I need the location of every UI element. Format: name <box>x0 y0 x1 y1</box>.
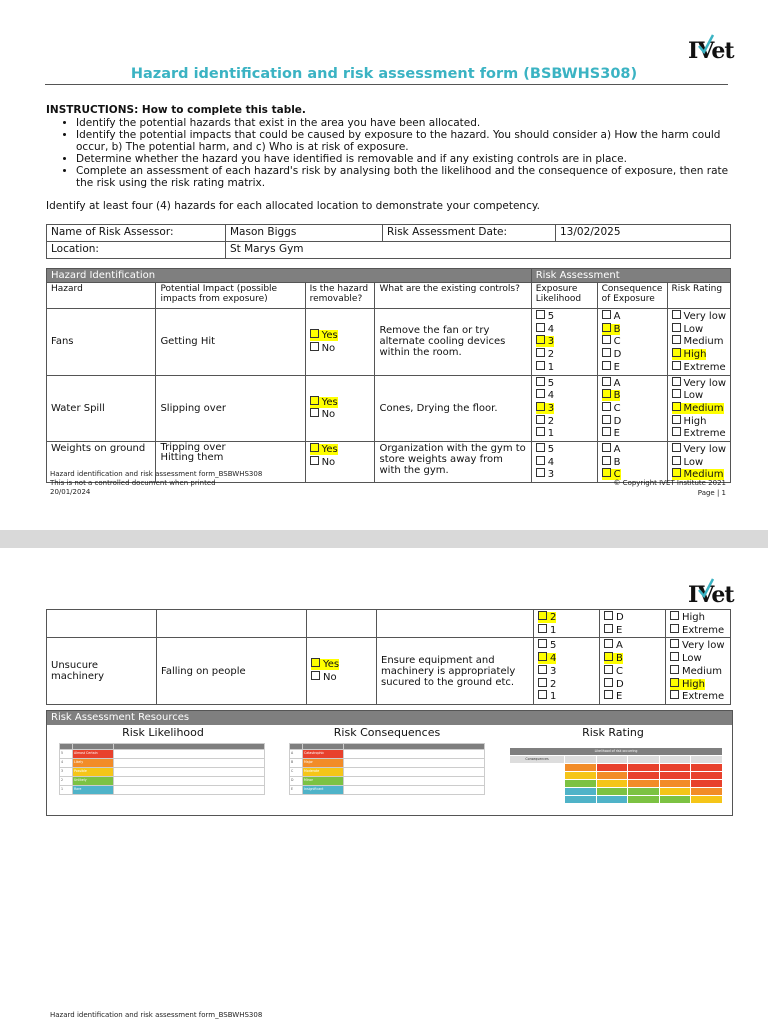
consequence-option[interactable]: A <box>604 639 661 652</box>
page-2 <box>0 548 768 1024</box>
likelihood-option[interactable]: 4 <box>536 323 593 336</box>
consequence-desc: Catastrophic <box>303 750 344 759</box>
group-risk-assessment: Risk Assessment <box>531 269 730 283</box>
removable-yes-checkbox[interactable]: Yes <box>311 658 372 671</box>
likelihood-desc: Rare <box>73 786 114 795</box>
likelihood-desc: Almost Certain <box>73 750 114 759</box>
hazard-cell[interactable]: Fans <box>47 309 156 376</box>
consequence-option[interactable]: E <box>602 361 663 374</box>
rating-option[interactable]: Extreme <box>670 624 726 637</box>
rating-option[interactable]: Very low <box>670 639 726 652</box>
location-field[interactable]: St Marys Gym <box>226 242 731 259</box>
likelihood-desc: Unlikely <box>73 777 114 786</box>
consequence-cell <box>600 610 666 638</box>
table-row <box>47 638 731 705</box>
consequence-option[interactable]: D <box>602 415 663 428</box>
col-consequence: Consequence of Exposure <box>597 283 667 309</box>
col-rating: Risk Rating <box>667 283 731 309</box>
consequence-option[interactable]: B <box>602 456 663 469</box>
likelihood-desc: Likely <box>73 759 114 768</box>
consequence-option[interactable]: C <box>602 402 663 415</box>
rating-option[interactable]: High <box>672 415 727 428</box>
risk-rating-matrix <box>509 747 723 804</box>
impact-cell[interactable] <box>157 610 307 638</box>
removable-no-checkbox[interactable]: No <box>310 408 371 421</box>
footer-form-name: Hazard identification and risk assessment form_BSBWHS308 <box>50 1011 263 1019</box>
page-footer <box>50 1011 262 1020</box>
consequence-level: E <box>290 786 303 795</box>
rating-option[interactable]: Low <box>672 389 727 402</box>
likelihood-option[interactable]: 3 <box>538 665 595 678</box>
rating-option[interactable]: Medium <box>672 335 727 348</box>
consequence-level: D <box>290 777 303 786</box>
consequence-option[interactable]: E <box>604 690 661 703</box>
hazard-cell[interactable]: Weights on ground <box>47 442 156 483</box>
check-icon <box>698 578 714 598</box>
consequence-desc: Insignificant <box>303 786 344 795</box>
likelihood-option[interactable]: 1 <box>538 690 595 703</box>
controls-cell[interactable]: Organization with the gym to store weights away from with the gym. <box>375 442 531 483</box>
controls-cell[interactable]: Cones, Drying the floor. <box>375 375 531 442</box>
page-footer <box>50 470 262 497</box>
assessor-field[interactable]: Mason Biggs <box>226 225 383 242</box>
col-hazard: Hazard <box>47 283 156 309</box>
consequence-desc: Moderate <box>303 768 344 777</box>
assessor-label: Name of Risk Assessor: <box>47 225 226 242</box>
consequence-option[interactable]: D <box>604 611 661 624</box>
likelihood-desc: Possible <box>73 768 114 777</box>
consequence-level: B <box>290 759 303 768</box>
controls-cell[interactable] <box>377 610 534 638</box>
title-divider <box>45 84 728 85</box>
rating-option[interactable]: Medium <box>672 468 727 481</box>
likelihood-option[interactable]: 5 <box>536 377 593 390</box>
likelihood-option[interactable]: 2 <box>536 348 593 361</box>
consequence-option[interactable]: D <box>602 348 663 361</box>
risk-resources <box>46 710 733 816</box>
col-likelihood: Exposure Likelihood <box>531 283 597 309</box>
page-title: Hazard identification and risk assessment form (BSBWHS308) <box>130 66 638 82</box>
consequence-level: C <box>290 768 303 777</box>
hazard-cell[interactable]: Water Spill <box>47 375 156 442</box>
consequence-reference-table <box>289 743 485 795</box>
likelihood-level: 1 <box>60 786 73 795</box>
resources-header: Risk Assessment Resources <box>47 711 732 725</box>
likelihood-title: Risk Likelihood <box>122 726 204 739</box>
rating-cell <box>666 638 731 705</box>
rating-cell <box>667 309 731 376</box>
likelihood-option[interactable]: 4 <box>536 456 593 469</box>
removable-cell <box>305 309 375 376</box>
ivet-logo: IVet <box>688 582 728 610</box>
impact-cell[interactable]: Tripping over Hitting them <box>156 442 305 483</box>
likelihood-option[interactable]: 1 <box>536 361 593 374</box>
date-label: Risk Assessment Date: <box>383 225 556 242</box>
removable-cell <box>305 375 375 442</box>
assessment-info-table <box>46 224 731 259</box>
rating-cell <box>667 442 731 483</box>
instruction-item: • Determine whether the hazard you have identified is removable and if any existing controls are in place. <box>76 153 736 165</box>
consequence-option[interactable]: C <box>602 468 663 481</box>
consequence-option[interactable]: B <box>602 323 663 336</box>
rating-option[interactable]: Extreme <box>672 427 727 440</box>
consequence-cell <box>597 375 667 442</box>
consequence-cell <box>600 638 666 705</box>
hazard-cell[interactable] <box>47 610 157 638</box>
table-row <box>47 610 731 638</box>
rating-option[interactable]: Medium <box>670 665 726 678</box>
footer-copyright: © Copyright IVET Institute 2021 <box>613 479 726 487</box>
likelihood-cell <box>531 375 597 442</box>
consequence-option[interactable]: C <box>602 335 663 348</box>
consequence-option[interactable]: C <box>604 665 661 678</box>
likelihood-level: 3 <box>60 768 73 777</box>
consequence-level: A <box>290 750 303 759</box>
footer-page-number: Page | 1 <box>697 489 726 497</box>
removable-cell <box>307 610 377 638</box>
consequence-option[interactable]: E <box>604 624 661 637</box>
controls-cell[interactable]: Remove the fan or try alternate cooling devices within the room. <box>375 309 531 376</box>
removable-no-checkbox[interactable]: No <box>311 671 372 684</box>
location-label: Location: <box>47 242 226 259</box>
likelihood-option[interactable]: 5 <box>536 443 593 456</box>
likelihood-option[interactable]: 3 <box>536 468 593 481</box>
matrix-header: Likelihood of risk occurring <box>510 748 723 756</box>
footer-form-name: Hazard identification and risk assessment form_BSBWHS308 <box>50 470 263 478</box>
consequence-option[interactable]: E <box>602 427 663 440</box>
rating-option[interactable]: Low <box>672 456 727 469</box>
consequence-option[interactable]: D <box>604 678 661 691</box>
instruction-item: • Identify the potential hazards that exist in the area you have been allocated. <box>76 117 736 129</box>
check-icon <box>698 34 714 54</box>
consequence-cell <box>597 442 667 483</box>
rating-option[interactable]: Extreme <box>670 690 726 703</box>
consequence-option[interactable]: A <box>602 310 663 323</box>
likelihood-cell <box>534 638 600 705</box>
likelihood-level: 4 <box>60 759 73 768</box>
rating-option[interactable]: Very low <box>672 443 727 456</box>
likelihood-level: 5 <box>60 750 73 759</box>
rating-option[interactable]: Extreme <box>672 361 727 374</box>
instruction-item: • Complete an assessment of each hazard's risk by analysing both the likelihood and the consequence of exposure, then rate the risk using the risk rating matrix. <box>76 165 736 189</box>
hazard-table <box>46 268 731 483</box>
instructions-list <box>46 117 736 189</box>
likelihood-level: 2 <box>60 777 73 786</box>
impact-cell[interactable]: Slipping over <box>156 375 305 442</box>
likelihood-cell <box>531 442 597 483</box>
likelihood-option[interactable]: 2 <box>538 678 595 691</box>
consequence-option[interactable]: B <box>602 389 663 402</box>
instructions <box>46 104 736 189</box>
table-row <box>47 375 731 442</box>
footer-date: 20/01/2024 <box>50 488 91 496</box>
consequence-option[interactable]: A <box>602 377 663 390</box>
col-controls: What are the existing controls? <box>375 283 531 309</box>
date-field[interactable]: 13/02/2025 <box>556 225 731 242</box>
impact-cell[interactable]: Falling on people <box>157 638 307 705</box>
impact-cell[interactable]: Getting Hit <box>156 309 305 376</box>
identify-note: Identify at least four (4) hazards for each allocated location to demonstrate your competency. <box>46 200 540 212</box>
rating-cell <box>666 610 731 638</box>
likelihood-cell <box>534 610 600 638</box>
likelihood-cell <box>531 309 597 376</box>
likelihood-option[interactable]: 2 <box>536 415 593 428</box>
col-removable: Is the hazard removable? <box>305 283 375 309</box>
rating-option[interactable]: Low <box>670 652 726 665</box>
likelihood-option[interactable]: 1 <box>536 427 593 440</box>
likelihood-reference-table <box>59 743 265 795</box>
controls-cell[interactable]: Ensure equipment and machinery is appropriately sucured to the ground etc. <box>377 638 534 705</box>
consequences-title: Risk Consequences <box>333 726 441 739</box>
footer-controlled-note: This is not a controlled document when printed <box>50 479 216 487</box>
consequence-option[interactable]: B <box>604 652 661 665</box>
likelihood-option[interactable]: 5 <box>538 639 595 652</box>
rating-option[interactable]: Low <box>672 323 727 336</box>
consequence-option[interactable]: A <box>602 443 663 456</box>
group-hazard-identification: Hazard Identification <box>47 269 532 283</box>
removable-yes-checkbox[interactable]: Yes <box>310 329 371 342</box>
likelihood-option[interactable]: 3 <box>536 335 593 348</box>
likelihood-option[interactable]: 2 <box>538 611 595 624</box>
likelihood-option[interactable]: 4 <box>538 652 595 665</box>
instruction-item: • Identify the potential impacts that could be caused by exposure to the hazard. You should consider a) How the harm could occur, b) The potential harm, and c) Who is at risk of exposure. <box>76 129 736 153</box>
table-row <box>47 309 731 376</box>
likelihood-option[interactable]: 3 <box>536 402 593 415</box>
removable-cell <box>305 442 375 483</box>
col-impact: Potential Impact (possible impacts from exposure) <box>156 283 305 309</box>
consequence-cell <box>597 309 667 376</box>
hazard-cell[interactable]: Unsucure machinery <box>47 638 157 705</box>
rating-option[interactable]: High <box>670 611 726 624</box>
removable-no-checkbox[interactable]: No <box>310 342 371 355</box>
ivet-logo: IVet <box>688 38 728 66</box>
instructions-heading: INSTRUCTIONS: How to complete this table. <box>46 104 306 116</box>
removable-yes-checkbox[interactable]: Yes <box>310 396 371 409</box>
rating-option[interactable]: Medium <box>672 402 727 415</box>
matrix-consequences-label: Consequences <box>510 756 565 764</box>
likelihood-option[interactable]: 1 <box>538 624 595 637</box>
consequence-desc: Major <box>303 759 344 768</box>
rating-option[interactable]: High <box>670 678 726 691</box>
likelihood-option[interactable]: 5 <box>536 310 593 323</box>
rating-option[interactable]: Very low <box>672 310 727 323</box>
consequence-desc: Minor <box>303 777 344 786</box>
page-footer-right <box>613 478 726 498</box>
removable-no-checkbox[interactable]: No <box>310 456 371 469</box>
likelihood-option[interactable]: 4 <box>536 389 593 402</box>
hazard-table-continued <box>46 609 731 705</box>
rating-option[interactable]: Very low <box>672 377 727 390</box>
removable-cell <box>307 638 377 705</box>
rating-option[interactable]: High <box>672 348 727 361</box>
rating-cell <box>667 375 731 442</box>
rating-title: Risk Rating <box>582 726 644 739</box>
removable-yes-checkbox[interactable]: Yes <box>310 443 371 456</box>
